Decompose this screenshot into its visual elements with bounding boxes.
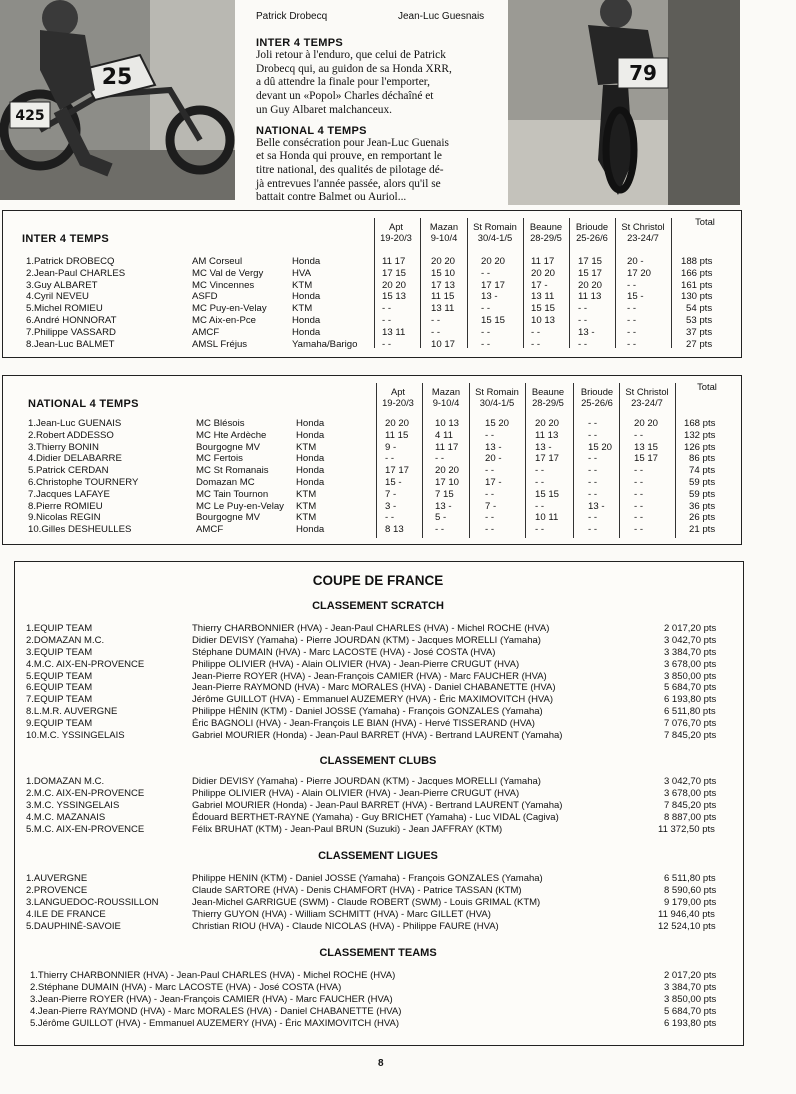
list-item: 10.M.C. YSSINGELAIS Gabriel MOURIER (Honda) - Jean-Paul BARRET (HVA) - Bertrand LAURENT (Yamaha) 7 845,20 pts [26, 730, 717, 742]
event-header: St Romain 30/4-1/5 [473, 221, 517, 243]
list-item: 4.M.C. AIX-EN-PROVENCE Philippe OLIVIER (HVA) - Alain OLIVIER (HVA) - Jean-Pierre CRUGUT (HVA) 3 678,00 pts [26, 658, 717, 670]
story-line: Belle consécration pour Jean-Luc Guenais [256, 136, 449, 149]
list-item: 3.Jean-Pierre ROYER (HVA) - Jean-François CAMIER (HVA) - Marc FAUCHER (HVA) 3 850,00 pts [30, 993, 717, 1005]
list-item: 6.EQUIP TEAM Jean-Pierre RAYMOND (HVA) - Marc MORALES (HVA) - Daniel CHABANETTE (HVA) 5 684,70 pts [26, 682, 717, 694]
story-heading-inter: INTER 4 TEMPS [256, 37, 344, 49]
list-item: 1.EQUIP TEAM Thierry CHARBONNIER (HVA) - Jean-Paul CHARLES (HVA) - Michel ROCHE (HVA) 2 017,20 pts [26, 623, 717, 634]
photo-right-rider [508, 0, 740, 205]
story-line: devant un «Popol» Charles déchaîné et [256, 90, 434, 103]
list-item: 5.EQUIP TEAM Jean-Pierre ROYER (HVA) - Jean-François CAMIER (HVA) - Marc FAUCHER (HVA) 3 850,00 pts [26, 670, 717, 682]
event-header: Apt 19-20/3 [382, 386, 414, 408]
rider-illustration [508, 0, 740, 205]
story-line: battait contre Balmet ou Auriol... [256, 191, 407, 204]
table-row: 4.Cyril NEVEU ASFD Honda 15 13 11 15 13 - 13 11 11 13 15 - 130 pts [26, 291, 713, 303]
table-row: 7.Jacques LAFAYE MC Tain Tournon KTM 7 - 7 15 - - 15 15 - - - - 59 pts [28, 488, 716, 500]
table-row: 8.Jean-Luc BALMET AMSL Fréjus Yamaha/Barigo - - 10 17 - - - - - - - - 27 pts [26, 338, 713, 350]
story-line: jà entrevues l'année passée, alors qu'il se [256, 177, 441, 190]
total-header: Total [697, 381, 717, 392]
table-row: 10.Gilles DESHEULLES AMCF Honda 8 13 - - - - - - - - - - 21 pts [28, 524, 716, 536]
scratch-title: CLASSEMENT SCRATCH [312, 600, 444, 612]
caption-right: Jean-Luc Guesnais [398, 11, 485, 22]
page-number: 8 [378, 1058, 384, 1069]
table-row: 2.Jean-Paul CHARLES MC Val de Vergy HVA 17 15 15 10 - - 20 20 15 17 17 20 166 pts [26, 267, 713, 279]
event-header: St Christol 23-24/7 [621, 221, 665, 243]
story-line: Drobecq qui, au guidon de sa Honda XRR, [256, 62, 452, 75]
list-item: 8.L.M.R. AUVERGNE Philippe HÉNIN (KTM) - Daniel JOSSE (Yamaha) - François GONZALES (Yamaha) 6 511,80 pts [26, 706, 716, 718]
list-item: 7.EQUIP TEAM Jérôme GUILLOT (HVA) - Emmanuel AUZEMERY (HVA) - Éric MAXIMOVITCH (HVA) 6 193,80 pts [26, 694, 717, 706]
event-header: Mazan 9-10/4 [429, 221, 459, 243]
event-header: Beaune 28-29/5 [531, 386, 565, 408]
inter-rows [26, 256, 732, 350]
scratch-list [26, 623, 734, 742]
event-header: Apt 19-20/3 [380, 221, 412, 243]
total-header: Total [695, 216, 715, 227]
table-row: 5.Michel ROMIEU MC Puy-en-Velay KTM - - 13 11 - - 15 15 - - - - 54 pts [26, 303, 713, 315]
ligues-list [26, 873, 734, 932]
list-item: 2.Stéphane DUMAIN (HVA) - Marc LACOSTE (HVA) - José COSTA (HVA) 3 384,70 pts [30, 981, 717, 993]
table-row: 8.Pierre ROMIEU MC Le Puy-en-Velay KTM 3 - 13 - 7 - - - 13 - - - 36 pts [28, 500, 716, 512]
teams-list [30, 970, 734, 1029]
table-row: 5.Patrick CERDAN MC St Romanais Honda 17 17 20 20 - - - - - - - - 74 pts [28, 465, 716, 477]
list-item: 9.EQUIP TEAM Éric BAGNOLI (HVA) - Jean-François LE BIAN (HVA) - Hervé TISSERAND (HVA) 7 076,70 pts [26, 718, 717, 730]
bike-race-number: 25 [101, 65, 133, 90]
national-rows [28, 418, 734, 536]
national-title: NATIONAL 4 TEMPS [28, 398, 139, 410]
table-row: 1.Jean-Luc GUENAIS MC Blésois Honda 20 20 10 13 15 20 20 20 - - 20 20 168 pts [28, 418, 716, 429]
table-row: 2.Robert ADDESSO MC Hte Ardèche Honda 11 15 4 11 - - 11 13 - - - - 132 pts [28, 429, 716, 441]
event-header: Brioude 25-26/6 [575, 221, 609, 243]
ligues-title: CLASSEMENT LIGUES [318, 850, 438, 862]
caption-left: Patrick Drobecq [256, 11, 328, 22]
table-row: 3.Thierry BONIN Bourgogne MV KTM 9 - 11 17 13 - 13 - 15 20 13 15 126 pts [28, 441, 716, 453]
table-row: 7.Philippe VASSARD AMCF Honda 13 11 - - - - - - 13 - - - 37 pts [26, 326, 713, 338]
list-item: 1.DOMAZAN M.C. Didier DEVISY (Yamaha) - Pierre JOURDAN (KTM) - Jacques MORELLI (Yamaha) 3 042,70 pts [26, 776, 717, 787]
list-item: 3.M.C. YSSINGELAIS Gabriel MOURIER (Honda) - Jean-Paul BARRET (HVA) - Bertrand LAURENT (Yamaha) 7 845,20 pts [26, 799, 717, 811]
story-line: Joli retour à l'enduro, que celui de Patrick [256, 49, 446, 61]
list-item: 4.Jean-Pierre RAYMOND (HVA) - Marc MORALES (HVA) - Daniel CHABANETTE (HVA) 5 684,70 pts [30, 1005, 717, 1017]
event-header: Brioude 25-26/6 [580, 386, 614, 408]
teams-title: CLASSEMENT TEAMS [319, 947, 437, 959]
event-header: Mazan 9-10/4 [431, 386, 461, 408]
list-item: 1.Thierry CHARBONNIER (HVA) - Jean-Paul CHARLES (HVA) - Michel ROCHE (HVA) 2 017,20 pts [30, 970, 717, 981]
table-row: 6.André HONNORAT MC Aix-en-Pce Honda - - - - 15 15 10 13 - - - - 53 pts [26, 314, 713, 326]
event-header: St Christol 23-24/7 [625, 386, 669, 408]
bike-plate-number: 425 [15, 108, 45, 124]
list-item: 2.DOMAZAN M.C. Didier DEVISY (Yamaha) - Pierre JOURDAN (KTM) - Jacques MORELLI (Yamaha) 3 042,70 pts [26, 634, 717, 646]
story-line: titre national, des qualités de pilotage dé- [256, 163, 444, 176]
inter-title: INTER 4 TEMPS [22, 233, 110, 245]
list-item: 4.M.C. MAZANAIS Édouard BERTHET-RAYNE (Yamaha) - Guy BRICHET (Yamaha) - Luc VIDAL (Cagiva) 8 887,00 pts [26, 811, 717, 823]
list-item: 2.PROVENCE Claude SARTORE (HVA) - Denis CHAMFORT (HVA) - Patrice TASSAN (KTM) 8 590,60 pts [26, 884, 717, 896]
rider-illustration [0, 0, 235, 200]
list-item: 5.Jérôme GUILLOT (HVA) - Emmanuel AUZEMERY (HVA) - Éric MAXIMOVITCH (HVA) 6 193,80 pts [30, 1017, 717, 1029]
list-item: 2.M.C. AIX-EN-PROVENCE Philippe OLIVIER (HVA) - Alain OLIVIER (HVA) - Jean-Pierre CRUGUT (HVA) 3 678,00 pts [26, 787, 717, 799]
story-heading-national: NATIONAL 4 TEMPS [256, 124, 367, 137]
story-line: et sa Honda qui prouve, en remportant le [256, 150, 442, 163]
table-row: 1.Patrick DROBECQ AM Corseul Honda 11 17 20 20 20 20 11 17 17 15 20 - 188 pts [26, 256, 713, 267]
list-item: 3.LANGUEDOC-ROUSSILLON Jean-Michel GARRIGUE (SWM) - Claude ROBERT (SWM) - Louis GRIMAL (KTM) 9 179,00 pts [26, 896, 717, 908]
list-item: 4.ILE DE FRANCE Thierry GUYON (HVA) - William SCHMITT (HVA) - Marc GILLET (HVA) 11 946,40 pts [26, 908, 715, 920]
event-header: St Romain 30/4-1/5 [475, 386, 519, 408]
table-row: 9.Nicolas REGIN Bourgogne MV KTM - - 5 - - - 10 11 - - - - 26 pts [28, 512, 716, 524]
clubs-title: CLASSEMENT CLUBS [319, 755, 437, 767]
clubs-list [26, 776, 734, 835]
bike-race-number: 79 [629, 61, 657, 85]
list-item: 5.M.C. AIX-EN-PROVENCE Félix BRUHAT (KTM) - Jean-Paul BRUN (Suzuki) - Jean JAFFRAY (KTM) 11 372,50 pts [26, 823, 715, 835]
event-header: Beaune 28-29/5 [529, 221, 563, 243]
table-row: 4.Didier DELABARRE MC Fertois Honda - - - - 20 - 17 17 - - 15 17 86 pts [28, 453, 716, 465]
list-item: 5.DAUPHINÉ-SAVOIE Christian RIOU (HVA) - Claude NICOLAS (HVA) - Philippe FAURE (HVA) 12 524,10 pts [26, 920, 716, 932]
table-row: 6.Christophe TOURNERY Domazan MC Honda 15 - 17 10 17 - - - - - - - 59 pts [28, 476, 716, 488]
photo-left-rider [0, 0, 235, 200]
coupe-title: COUPE DE FRANCE [312, 573, 444, 588]
list-item: 3.EQUIP TEAM Stéphane DUMAIN (HVA) - Marc LACOSTE (HVA) - José COSTA (HVA) 3 384,70 pts [26, 646, 717, 658]
story-line: un Guy Albaret malchanceux. [256, 103, 393, 116]
table-row: 3.Guy ALBARET MC Vincennes KTM 20 20 17 13 17 17 17 - 20 20 - - 161 pts [26, 279, 713, 291]
story-line: a dû attendre la finale pour l'emporter, [256, 76, 430, 89]
story [256, 37, 496, 205]
list-item: 1.AUVERGNE Philippe HENIN (KTM) - Daniel JOSSE (Yamaha) - François GONZALES (Yamaha) 6 511,80 pts [26, 873, 716, 884]
